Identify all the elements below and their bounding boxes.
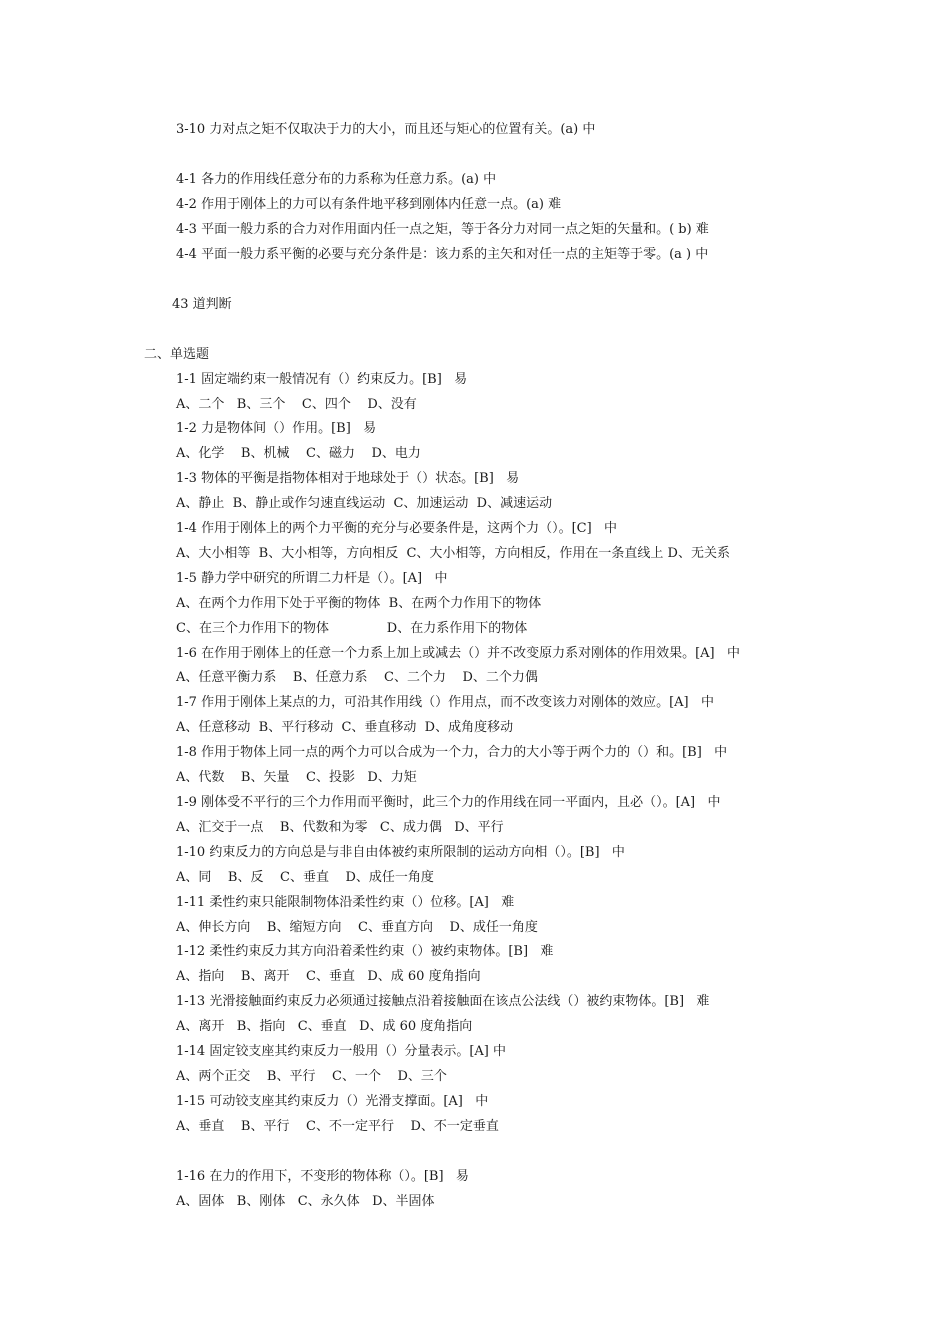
question-1-2: 1-2 力是物体间（）作用。[B] 易 — [176, 421, 377, 436]
question-1-9: 1-9 刚体受不平行的三个力作用而平衡时，此三个力的作用线在同一平面内，且必（）。[A] 中 — [176, 795, 721, 810]
options-1-7: A、任意移动 B、平行移动 C、垂直移动 D、成角度移动 — [176, 720, 514, 735]
question-1-5: 1-5 静力学中研究的所谓二力杆是（）。[A] 中 — [176, 571, 448, 586]
judgment-item-4-2: 4-2 作用于刚体上的力可以有条件地平移到刚体内任意一点。(a) 难 — [176, 197, 562, 212]
options-1-6: A、任意平衡力系 B、任意力系 C、二个力 D、二个力偶 — [176, 670, 538, 685]
question-1-16: 1-16 在力的作用下，不变形的物体称（）。[B] 易 — [176, 1169, 469, 1184]
question-1-4: 1-4 作用于刚体上的两个力平衡的充分与必要条件是，这两个力（）。[C] 中 — [176, 521, 618, 536]
question-1-10: 1-10 约束反力的方向总是与非自由体被约束所限制的运动方向相（）。[B] 中 — [176, 845, 625, 860]
options-1-1: A、二个 B、三个 C、四个 D、没有 — [176, 397, 417, 412]
question-1-14: 1-14 固定铰支座其约束反力一般用（）分量表示。[A] 中 — [176, 1044, 507, 1059]
options-1-3: A、静止 B、静止或作匀速直线运动 C、加速运动 D、减速运动 — [176, 496, 553, 511]
question-1-7: 1-7 作用于刚体上某点的力，可沿其作用线（）作用点，而不改变该力对刚体的效应。[A] 中 — [176, 695, 714, 710]
options-1-11: A、伸长方向 B、缩短方向 C、垂直方向 D、成任一角度 — [176, 920, 538, 935]
judgment-item-4-3: 4-3 平面一般力系的合力对作用面内任一点之矩，等于各分力对同一点之矩的矢量和。( b) 难 — [176, 222, 709, 237]
question-1-8: 1-8 作用于物体上同一点的两个力可以合成为一个力，合力的大小等于两个力的（）和。[B] 中 — [176, 745, 728, 760]
question-1-3: 1-3 物体的平衡是指物体相对于地球处于（）状态。[B] 易 — [176, 471, 520, 486]
options-1-5-ab: A、在两个力作用下处于平衡的物体 B、在两个力作用下的物体 — [176, 596, 542, 611]
judgment-item-4-4: 4-4 平面一般力系平衡的必要与充分条件是：该力系的主矢和对任一点的主矩等于零。(a ) 中 — [176, 247, 709, 262]
question-1-6: 1-6 在作用于刚体上的任意一个力系上加上或减去（）并不改变原力系对刚体的作用效果。[A] 中 — [176, 646, 740, 661]
options-1-15: A、垂直 B、平行 C、不一定平行 D、不一定垂直 — [176, 1119, 499, 1134]
options-1-8: A、代数 B、矢量 C、投影 D、力矩 — [176, 770, 417, 785]
options-1-5-cd: C、在三个力作用下的物体 D、在力系作用下的物体 — [176, 621, 528, 636]
options-1-2: A、化学 B、机械 C、磁力 D、电力 — [176, 446, 421, 461]
judgment-item-3-10: 3-10 力对点之矩不仅取决于力的大小，而且还与矩心的位置有关。(a) 中 — [176, 122, 596, 137]
question-1-1: 1-1 固定端约束一般情况有（）约束反力。[B] 易 — [176, 372, 468, 387]
judgment-item-4-1: 4-1 各力的作用线任意分布的力系称为任意力系。(a) 中 — [176, 172, 497, 187]
options-1-12: A、指向 B、离开 C、垂直 D、成 60 度角指向 — [176, 969, 481, 984]
judgment-count-note: 43 道判断 — [172, 297, 232, 312]
question-1-15: 1-15 可动铰支座其约束反力（）光滑支撑面。[A] 中 — [176, 1094, 489, 1109]
options-1-13: A、离开 B、指向 C、垂直 D、成 60 度角指向 — [176, 1019, 473, 1034]
section-heading-single-choice: 二、单选题 — [144, 347, 210, 362]
options-1-10: A、同 B、反 C、垂直 D、成任一角度 — [176, 870, 434, 885]
question-1-11: 1-11 柔性约束只能限制物体沿柔性约束（）位移。[A] 难 — [176, 895, 515, 910]
options-1-4: A、大小相等 B、大小相等，方向相反 C、大小相等，方向相反，作用在一条直线上 D、无关系 — [176, 546, 730, 561]
options-1-16: A、固体 B、刚体 C、永久体 D、半固体 — [176, 1194, 435, 1209]
options-1-9: A、汇交于一点 B、代数和为零 C、成力偶 D、平行 — [176, 820, 504, 835]
question-1-13: 1-13 光滑接触面约束反力必须通过接触点沿着接触面在该点公法线（）被约束物体。[B] 难 — [176, 994, 710, 1009]
options-1-14: A、两个正交 B、平行 C、一个 D、三个 — [176, 1069, 447, 1084]
question-1-12: 1-12 柔性约束反力其方向沿着柔性约束（）被约束物体。[B] 难 — [176, 944, 554, 959]
